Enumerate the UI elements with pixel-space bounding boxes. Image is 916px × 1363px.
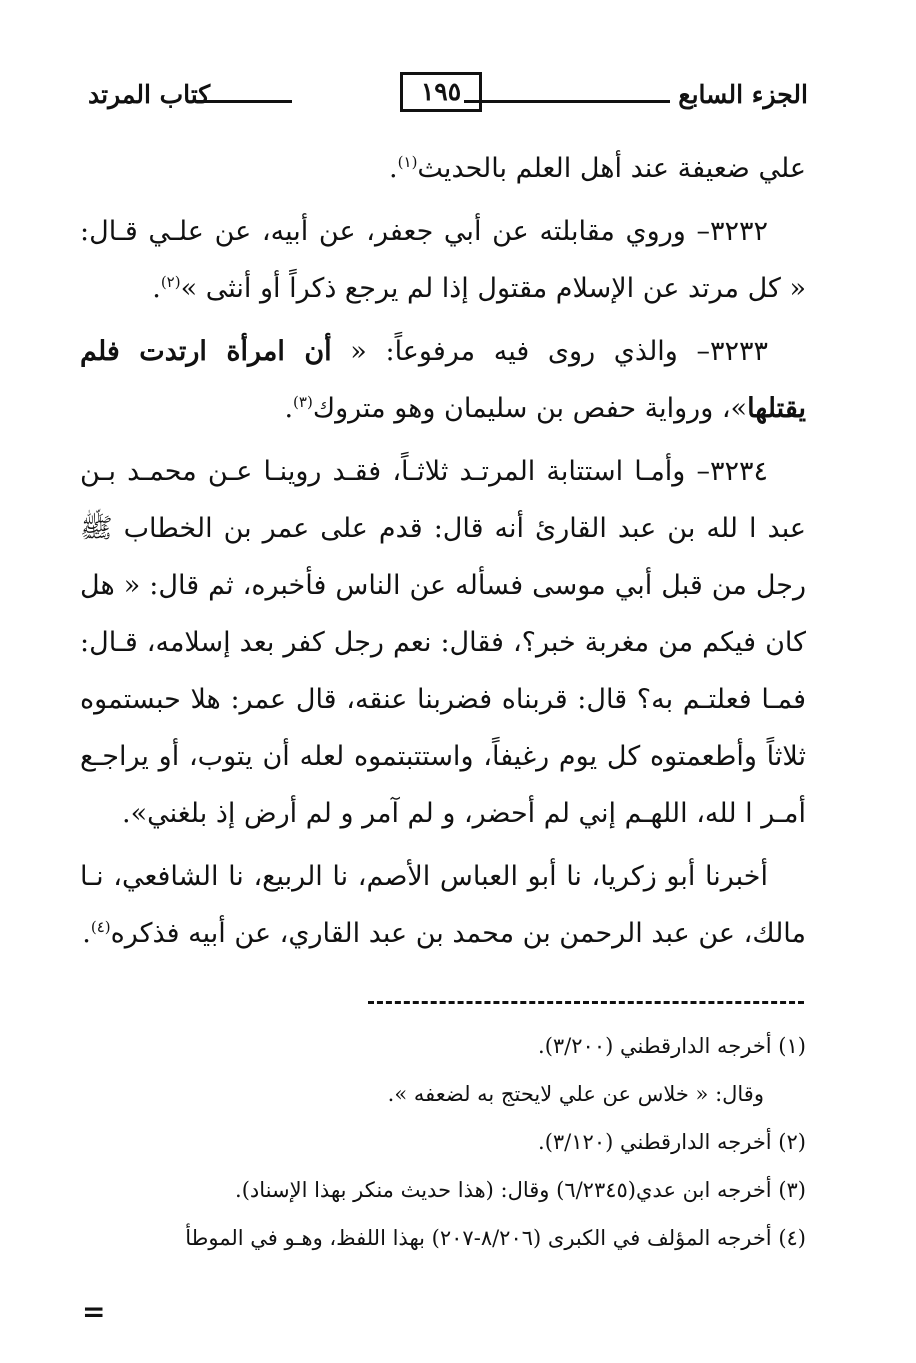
- page-number: ١٩٥: [400, 72, 482, 112]
- footnote-ref-1: (١): [397, 153, 418, 171]
- bold-quote: أن امرأة ارتدت فلم يقتلها: [80, 336, 806, 424]
- footnote-separator: [368, 1001, 804, 1006]
- footnotes: [80, 1022, 806, 1262]
- main-text: [80, 140, 806, 962]
- footnote-1: (١) أخرجه الدارقطني (٣/٢٠٠).: [538, 1034, 806, 1058]
- footnote-3: (٣) أخرجه ابن عدي(٦/٢٣٤٥) وقال: (هذا حديث منكر بهذا الإسناد).: [235, 1178, 806, 1202]
- page-header: [88, 72, 808, 122]
- header-rule-left: [196, 100, 292, 103]
- continuation-mark: =: [82, 1295, 106, 1328]
- header-rule-right: [464, 100, 670, 103]
- footnote-4: (٤) أخرجه المؤلف في الكبرى (٨/٢٠٦-٢٠٧) بهذا اللفظ، وهـو في الموطأ: [185, 1226, 806, 1250]
- volume-title: الجزء السابع: [678, 80, 808, 109]
- paragraph-chain: أخبرنا أبو زكريا، نا أبو العباس الأصم، نا الربيع، نا الشافعي، نـا مالك، عن عبد الرحمن بن محمد بن عبد القاري، عن أبيه فذكره$^{(٤)}$.: [80, 861, 806, 949]
- footnote-ref-4: (٤): [90, 918, 111, 936]
- book-title: كتاب المرتد: [88, 80, 211, 109]
- footnote-ref-3: (٣): [293, 393, 313, 411]
- paragraph-3234: ٣٢٣٤– وأمـا استتابة المرتـد ثلاثـاً، فقـد روينـا عـن محمـد بـن عبد ا لله بن عبد القارئ أنه قال: قدم على عمر بن الخطاب ﷺ رجل من قبل أبي موسى فسأله عن الناس فأخبره، ثم قال: « هل كان فيكم من مغربة خبر؟، فقال: نعم رجل كفر بعد إسلامه، قـال: فمـا فعلتـم به؟ قال: قربناه فضربنا عنقه، قال عمر: هلا حبستموه ثلاثاً وأطعمتوه كل يوم رغيفاً، واستتبتموه لعله أن يتوب، أو يراجـع أمـر ا لله، اللهـم إني لم أحضر، و لم آمر و لم أرض إذ بلغني».: [80, 456, 806, 829]
- footnote-2: (٢) أخرجه الدارقطني (٣/١٢٠).: [538, 1130, 806, 1154]
- paragraph-3232: ٣٢٣٢– وروي مقابلته عن أبي جعفر، عن أبيه، عن علـي قـال: « كل مرتد عن الإسلام مقتول إذا لم يرجع ذكراً أو أنثى »$^{(٢)}$.: [80, 216, 806, 304]
- footnote-1-continued: وقال: « خلاس عن علي لايحتج به لضعفه ».: [387, 1082, 764, 1106]
- paragraph-3233: ٣٢٣٣– والذي روى فيه مرفوعاً: « أن امرأة ارتدت فلم يقتلها»، ورواية حفص بن سليمان وهو متروك$^{(٣)}$.: [80, 336, 806, 424]
- footnote-ref-2: (٢): [160, 273, 181, 291]
- paragraph-1: علي ضعيفة عند أهل العلم بالحديث$^{(١)}$.: [389, 153, 806, 184]
